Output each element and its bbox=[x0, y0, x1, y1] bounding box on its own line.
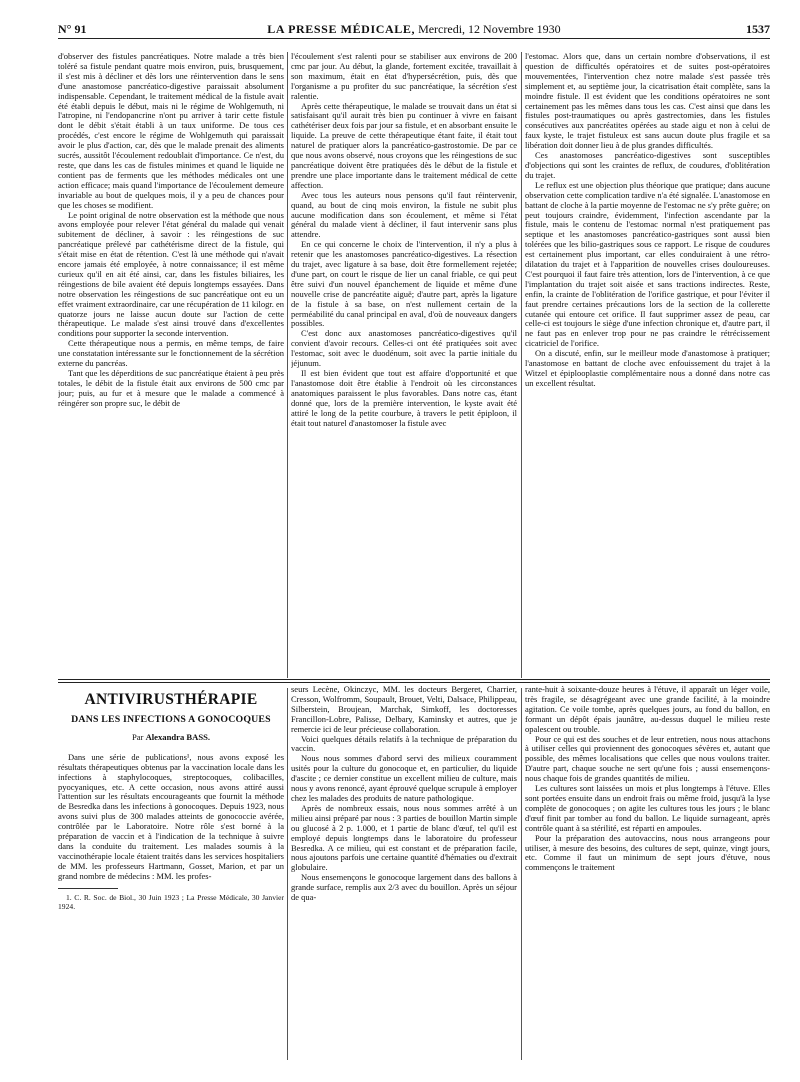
issue-number: N° 91 bbox=[58, 22, 87, 36]
paragraph: Avec tous les auteurs nous pensons qu'il faut réintervenir, quand, au bout de cinq mois environ, la fistule ne subit plus aucune modification dans son écoulement, et même si l'état général du malade vient à décliner, il faut intervenir sans plus attendre. bbox=[291, 189, 517, 240]
paragraph: d'observer des fistules pancréatiques. Notre malade a très bien toléré sa fistule pendant quatre mois environ, puis, brusquement, il s'est mis à décliner et dès lors une réintervention dans le sens d'une anastomose pancréatico-digestive paraissait absolument indispensable. Cependant, le traitement médical de la fistule avait été établi depuis le début, mais ni le régime de Wohlgemuth, ni l'atropine, ni l'endopancrine n'ont pu arriver à tarir cette fistule dont le débit s'était établi à un taux uniforme. De tous ces procédés, c'est encore le régime de Wohlgemuth qui paraissait avoir le plus d'action, car, dès que le malade prenait des aliments sucrés, aussitôt l'écoulement redoublait d'importance. Ce n'est, du reste, que dans les cas de fistules minimes et quand le liquide ne contient pas de ferments que les méthodes médicales ont une action efficace; mais quand l'importance de l'écoulement demeure invariable au bout de quelques mois, il y a peu de chances pour que les choses se modifient. bbox=[58, 52, 284, 210]
page-number: 1537 bbox=[746, 22, 770, 36]
paragraph: seurs Lecène, Okinczyc, MM. les docteurs Bergeret, Charrier, Cresson, Wolfromm, Soupault, Brouet, Velti, Dalsace, Philippeau, Silberstein, Broujean, Marchak, Simkoff, les doctoresses Francillon-Lobre, Palisse, Delbary, Kaminsky et autres, que je remercie ici de leur précieuse collaboration. bbox=[291, 685, 517, 734]
paragraph: Pour ce qui est des souches et de leur entretien, nous nous attachons à utiliser celles qui proviennent des gonocoques sévères et, autant que possible, des mêmes localisations que celles que nous voulons traiter. D'autre part, chaque souche ne sert qu'une fois ; aussi ensemençons-nous chaque fois de grandes quantités de milieu. bbox=[525, 733, 770, 784]
paragraph: On a discuté, enfin, sur le meilleur mode d'anastomose à pratiquer; l'anastomose en battant de cloche avec enfouissement du trajet à la Witzel et épiplooplastie complémentaire nous a donné dans notre cas un excellent résultat. bbox=[525, 348, 770, 388]
column-rule bbox=[287, 688, 288, 1060]
page-header bbox=[58, 22, 770, 39]
paragraph: Tant que les déperditions de suc pancréatique étaient à peu près totales, le débit de la fistule était aux environs de 500 cmc par jour; puis, au fur et à mesure que le malade a commencé à réingérer son propre suc, le débit de bbox=[58, 368, 284, 408]
paragraph: Dans une série de publications¹, nous avons exposé les résultats thérapeutiques obtenus par la vaccination locale dans les infections à staphylocoques, streptocoques, colibacilles, pyocyaniques, etc. A cette occasion, nous avons attiré aussi l'attention sur les résultats encourageants que fournit la méthode de Besredka dans les infections à gonocoques. Depuis 1923, nous avons suivi plus de 300 malades atteints de gonococcie avérée, contrôlée par le Laboratoire. Notre rôle s'est borné à la préparation de vaccin et à l'indication de la technique à suivre dans la conduite du traitement. Les malades soumis à la vaccinothérapie locale étaient traités dans les services hospitaliers de MM. les professeurs Hartmann, Gosset, Marion, et par un grand nombre de médecins : MM. les profes- bbox=[58, 751, 284, 881]
paragraph: rante-huit à soixante-douze heures à l'étuve, il apparaît un léger voile, très fragile, se désagrégeant avec une grande facilité, à la moindre agitation. Ce voile tombe, après quelques jours, au fond du ballon, en formant un dépôt épais jaunâtre, au-dessus duquel le milieu reste opalescent ou trouble. bbox=[525, 685, 770, 734]
paragraph: Après cette thérapeutique, le malade se trouvait dans un état si satisfaisant qu'il aurait très bien pu continuer à vivre en faisant cathétériser deux fois par jour sa fistule, et en absorbant ensuite le liquide. La preuve de cette thérapeutique étant faite, il était tout naturel de pratiquer alors la pancréatico-gastrostomie. De par ce que nous avons observé, nous croyons que les réingestions de suc pancréatique doivent être pratiquées dès le début de la fistule et prendre une place importante dans le traitement médical de cette affection. bbox=[291, 100, 517, 190]
paragraph: l'écoulement s'est ralenti pour se stabiliser aux environs de 200 cmc par jour. Au début, la glande, fortement excitée, travaillait à son maximum, était en état d'hypersécrétion, puis, dès que l'organisme a pu profiter du suc pancréatique, la sécrétion s'est ralentie. bbox=[291, 52, 517, 101]
top-column-2 bbox=[291, 52, 517, 680]
journal-line bbox=[58, 22, 770, 37]
paragraph: Le reflux est une objection plus théorique que pratique; dans aucune observation cette complication tardive n'a été signalée. L'anastomose en battant de cloche à la partie moyenne de l'estomac ne s'y prête guère; on peut toujours craindre, évidemment, l'infection ascendante par la fistule, mais le contenu de l'estomac normal n'est pratiquement pas septique et les anastomoses pancréatico-gastriques sont aussi bien tolérées que les bilio-gastriques sous ce rapport. Le risque de coudures est certainement plus important, car elles conduiraient à une rétro-dilatation du trajet et à l'apparition de nouvelles crises douloureuses. C'est pourquoi il faut faire très attention, lors de l'intervention, à ce que l'implantation du trajet soit aisée et sans tractions indirectes. Reste, enfin, la crainte de l'oblitération de l'orifice gastrique, et pour l'éviter il faut prendre certaines précautions lors de la section de la collerette cutanée qui entoure cet orifice. Il faut supprimer assez de peau, car celle-ci est toujours le siège d'une infection chronique et, d'autre part, il ne faut pas en enlever trop pour ne pas craindre le rétrécissement cicatriciel de l'orifice. bbox=[525, 179, 770, 349]
paragraph: Il est bien évident que tout est affaire d'opportunité et que l'anastomose doit être établie à l'endroit où les circonstances anatomiques paraissent le plus favorables. Dans notre cas, étant donné que, lors de la première intervention, le kyste avait été attiré le long de la petite courbure, à travers le petit épiploon, il était tout naturel d'anastomoser la fistule avec bbox=[291, 368, 517, 428]
paragraph: Les cultures sont laissées un mois et plus longtemps à l'étuve. Elles sont portées ensuite dans un endroit frais ou même froid, jusqu'à la lyse complète de gonocoques ; on agite les cultures tous les jours ; le blanc d'œuf finit par tomber au fond du ballon. Le liquide surnageant, après contrôle quant à sa stérilité, est réparti en ampoules. bbox=[525, 783, 770, 833]
footnote-rule bbox=[58, 888, 118, 889]
top-column-3 bbox=[525, 52, 770, 680]
paragraph: Nous nous sommes d'abord servi des milieux couramment usités pour la culture du gonocoque et, en particulier, du liquide d'ascite ; ce dernier constitue un excellent milieu de culture, mais nous y avons renoncé, ayant éprouvé quelque scrupule à employer chez les malades des produits de nature pathologique. bbox=[291, 753, 517, 803]
section-separator bbox=[58, 679, 770, 680]
article-subtitle: DANS LES INFECTIONS A GONOCOQUES bbox=[71, 714, 271, 725]
paragraph: Le point original de notre observation est la méthode que nous avons employée pour relever l'état général du malade qui venait subitement de décliner, à savoir : les réingestions de suc pancréatique prélevé par cathétérisme direct de la fistule, qui s'était mise en état de rétention. C'est là une méthode qui n'avait encore jamais été employée, à notre connaissance; il est même curieux qu'il en ait été ainsi, car, dans les fistules biliaires, les réingestions de bile avaient été depuis longtemps essayées. Dans notre observation les réingestions de suc pancréatique ont eu un effet vraiment extraordinaire, car une récupération de 11 kilogr. en quatorze jours ne laisse aucun doute sur l'action de cette thérapeutique. Le malade s'est ainsi trouvé dans d'excellentes conditions pour supporter la seconde intervention. bbox=[58, 209, 284, 339]
top-column-1 bbox=[58, 52, 284, 680]
column-rule bbox=[521, 688, 522, 1060]
article-author: Par Alexandra BASS. bbox=[131, 731, 211, 742]
paragraph: Ces anastomoses pancréatico-digestives sont susceptibles d'objections qui sont les craintes de reflux, de coudures, d'oblitération du trajet. bbox=[525, 150, 770, 180]
article-column-2 bbox=[291, 685, 517, 1063]
paragraph: En ce qui concerne le choix de l'intervention, il n'y a plus à retenir que les anastomoses pancréatico-digestives. La résection du trajet, avec ligature à sa base, doit être formellement rejetée; d'une part, on court le risque de lier un canal friable, ce qui peut être suivi d'un nouvel épanchement de liquide et même d'une nouvelle crise de pancréatite aiguë; d'autre part, après la ligature de la fistule à sa base, on n'est nullement certain de la perméabilité du canal principal en aval, d'où de nouveaux dangers possibles. bbox=[291, 239, 517, 329]
paragraph: Après de nombreux essais, nous nous sommes arrêté à un milieu ainsi préparé par nous : 3 parties de bouillon Martin simple ou glucosé à 2 p. 1.000, et 1 partie de blanc d'œuf, tel qu'il est employé depuis longtemps dans le laboratoire du professeur Besredka. A ce milieu, qui est constant et de préparation facile, nous ajoutons parfois une certaine quantité d'hématies ou d'extrait globulaire. bbox=[291, 802, 517, 873]
article-title: ANTIVIRUSTHÉRAPIE bbox=[84, 691, 258, 708]
article-column-1 bbox=[58, 685, 284, 1063]
section-separator bbox=[58, 682, 770, 683]
article-column-3 bbox=[525, 685, 770, 1063]
paragraph: Pour la préparation des autovaccins, nous nous arrangeons pour utiliser, à mesure des besoins, des cultures de sept, quinze, vingt jours, etc. Comme il faut un minimum de sept jours d'étuve, nous commençons le traitement bbox=[525, 832, 770, 873]
footnote: 1. C. R. Soc. de Biol., 30 Juin 1923 ; La Presse Médicale, 30 Janvier 1924. bbox=[58, 892, 284, 911]
paragraph: l'estomac. Alors que, dans un certain nombre d'observations, il est question de difficultés opératoires et de suites post-opératoires mouvementées, l'intervention chez notre malade s'est passée très simplement et, au septième jour, la cicatrisation était complète, sans la moindre fistule. Il est évident que les conditions opératoires ne sont certainement pas les mêmes dans tous les cas. C'est ainsi que dans les fistules post-traumatiques ou après gastrectomies, dans les fistules consécutives aux pancréatites opérées au stade aigu et non à celui de faux kyste, le trajet fistuleux est sans aucun doute plus fragile et sa libération doit donner lieu à de plus grandes difficultés. bbox=[525, 52, 770, 151]
column-rule bbox=[521, 52, 522, 678]
paragraph: C'est donc aux anastomoses pancréatico-digestives qu'il convient d'avoir recours. Celles-ci ont été pratiquées soit avec l'estomac, soit avec le duodénum, soit avec la partie initiale du jéjunum. bbox=[291, 328, 517, 369]
author-name: Alexandra BASS. bbox=[145, 731, 211, 742]
issue-date: Mercredi, 12 Novembre 1930 bbox=[418, 22, 561, 36]
paragraph: Nous ensemençons le gonocoque largement dans des ballons à grande surface, remplis aux 2/3 avec du bouillon. Après un séjour de qua- bbox=[291, 872, 517, 903]
column-rule bbox=[287, 52, 288, 678]
journal-title: LA PRESSE MÉDICALE, bbox=[267, 22, 416, 36]
paragraph: Cette thérapeutique nous a permis, en même temps, de faire une constatation intéressante sur le fonctionnement de la sécrétion externe du pancréas. bbox=[58, 338, 284, 369]
paragraph: Voici quelques détails relatifs à la technique de préparation du vaccin. bbox=[291, 733, 517, 754]
